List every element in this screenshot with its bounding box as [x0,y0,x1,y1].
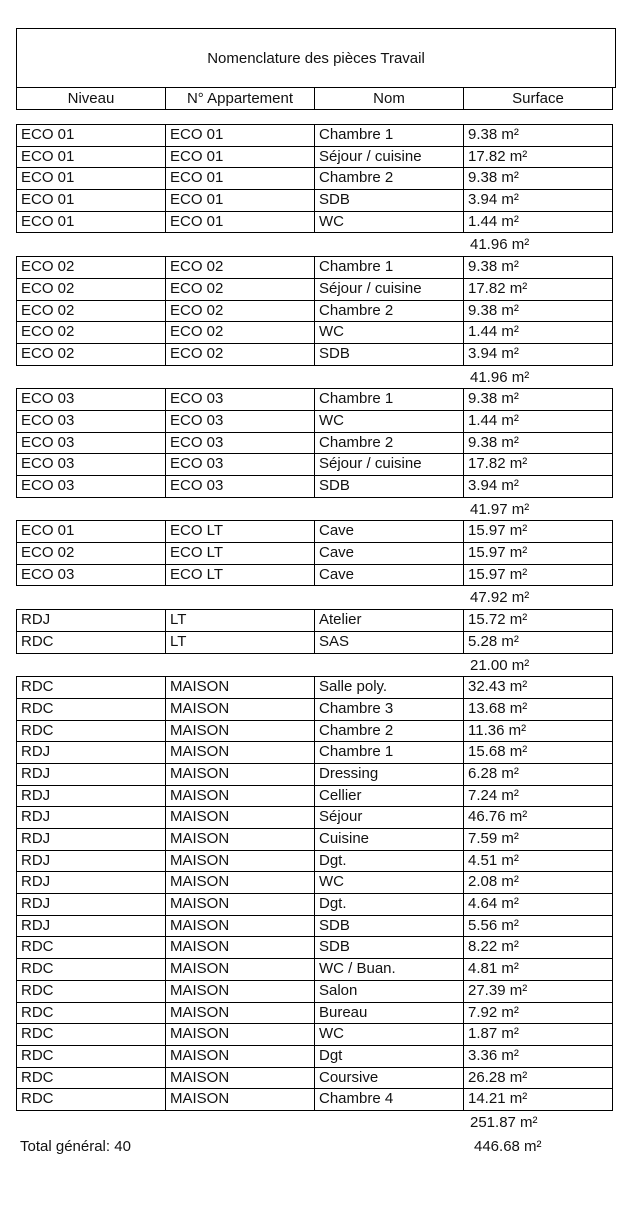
header-niveau: Niveau [16,87,166,110]
cell-appartement: ECO 03 [165,388,315,411]
table-row [16,343,616,366]
cell-niveau: ECO 01 [16,167,166,190]
grand-total-label: Total général: 40 [20,1137,131,1155]
cell-appartement: ECO 01 [165,189,315,212]
table-row [16,520,616,543]
cell-niveau: ECO 01 [16,189,166,212]
cell-niveau: ECO 02 [16,300,166,323]
cell-appartement: LT [165,609,315,632]
cell-appartement: MAISON [165,828,315,851]
cell-appartement: MAISON [165,958,315,981]
room-group [16,609,616,676]
cell-nom: Chambre 2 [314,720,464,743]
cell-niveau: RDC [16,720,166,743]
room-group [16,388,616,520]
cell-niveau: RDC [16,936,166,959]
cell-niveau: RDC [16,631,166,654]
cell-nom: Cave [314,564,464,587]
table-row [16,211,616,234]
cell-surface: 11.36 m² [463,720,613,743]
cell-nom: WC [314,871,464,894]
cell-surface: 26.28 m² [463,1067,613,1090]
cell-niveau: ECO 02 [16,542,166,565]
cell-nom: WC [314,211,464,234]
subtotal-value: 47.92 m² [470,589,530,607]
cell-niveau: RDC [16,1023,166,1046]
cell-niveau: ECO 01 [16,520,166,543]
table-row [16,871,616,894]
cell-appartement: ECO 03 [165,410,315,433]
table-row [16,189,616,212]
cell-niveau: ECO 03 [16,388,166,411]
table-row [16,542,616,565]
cell-appartement: ECO 02 [165,343,315,366]
table-row [16,958,616,981]
cell-nom: Dgt [314,1045,464,1068]
subtotal-spacer [16,498,466,521]
cell-nom: Atelier [314,609,464,632]
cell-niveau: ECO 03 [16,432,166,455]
cell-niveau: RDC [16,1045,166,1068]
cell-appartement: MAISON [165,1002,315,1025]
cell-appartement: MAISON [165,698,315,721]
cell-niveau: RDJ [16,828,166,851]
cell-appartement: ECO 03 [165,475,315,498]
cell-surface: 5.28 m² [463,631,613,654]
subtotal-row [16,498,616,521]
table-row [16,741,616,764]
cell-niveau: RDJ [16,785,166,808]
cell-nom: SDB [314,915,464,938]
cell-appartement: ECO 01 [165,124,315,147]
cell-nom: Coursive [314,1067,464,1090]
cell-appartement: ECO 02 [165,278,315,301]
table-row [16,278,616,301]
cell-surface: 8.22 m² [463,936,613,959]
cell-appartement: MAISON [165,763,315,786]
cell-appartement: MAISON [165,850,315,873]
cell-surface: 3.94 m² [463,343,613,366]
header-nom: Nom [314,87,464,110]
table-row [16,475,616,498]
cell-nom: Cave [314,542,464,565]
cell-surface: 3.94 m² [463,475,613,498]
cell-surface: 13.68 m² [463,698,613,721]
cell-nom: Dressing [314,763,464,786]
cell-nom: Salon [314,980,464,1003]
table-row [16,453,616,476]
cell-surface: 4.51 m² [463,850,613,873]
cell-nom: SDB [314,475,464,498]
cell-nom: WC [314,1023,464,1046]
subtotal-row [16,366,616,389]
cell-appartement: MAISON [165,676,315,699]
table-body [16,124,616,1134]
cell-nom: Chambre 4 [314,1088,464,1111]
subtotal-value: 21.00 m² [470,656,530,674]
cell-surface: 15.97 m² [463,520,613,543]
subtotal-value: 251.87 m² [470,1113,538,1131]
cell-niveau: ECO 01 [16,124,166,147]
cell-surface: 6.28 m² [463,763,613,786]
cell-nom: Chambre 1 [314,388,464,411]
cell-surface: 4.81 m² [463,958,613,981]
room-group [16,124,616,256]
cell-appartement: MAISON [165,915,315,938]
table-row [16,609,616,632]
cell-niveau: ECO 03 [16,475,166,498]
cell-appartement: ECO 03 [165,453,315,476]
cell-nom: SAS [314,631,464,654]
cell-surface: 7.24 m² [463,785,613,808]
cell-niveau: RDJ [16,850,166,873]
cell-nom: WC / Buan. [314,958,464,981]
cell-nom: SDB [314,189,464,212]
cell-appartement: MAISON [165,785,315,808]
header-surface: Surface [463,87,613,110]
cell-appartement: ECO 02 [165,300,315,323]
cell-nom: Salle poly. [314,676,464,699]
subtotal-spacer [16,1111,466,1134]
subtotal-spacer [16,366,466,389]
cell-surface: 1.44 m² [463,211,613,234]
table-row [16,124,616,147]
cell-appartement: ECO 01 [165,211,315,234]
table-row [16,698,616,721]
cell-surface: 3.36 m² [463,1045,613,1068]
cell-appartement: MAISON [165,1067,315,1090]
cell-appartement: ECO 02 [165,321,315,344]
cell-niveau: RDC [16,1067,166,1090]
table-row [16,1002,616,1025]
cell-niveau: RDJ [16,741,166,764]
cell-surface: 14.21 m² [463,1088,613,1111]
table-row [16,1067,616,1090]
table-row [16,146,616,169]
cell-surface: 4.64 m² [463,893,613,916]
subtotal-row [16,586,616,609]
cell-appartement: ECO LT [165,542,315,565]
table-row [16,1045,616,1068]
cell-niveau: ECO 03 [16,564,166,587]
grand-total-row [16,1136,616,1158]
table-row [16,1023,616,1046]
table-row [16,564,616,587]
table-row [16,785,616,808]
cell-nom: Chambre 1 [314,741,464,764]
cell-nom: Chambre 2 [314,167,464,190]
cell-surface: 15.97 m² [463,542,613,565]
cell-niveau: ECO 01 [16,211,166,234]
cell-surface: 15.68 m² [463,741,613,764]
table-row [16,631,616,654]
subtotal-spacer [16,233,466,256]
cell-appartement: MAISON [165,806,315,829]
cell-niveau: ECO 02 [16,256,166,279]
cell-nom: Séjour / cuisine [314,278,464,301]
cell-niveau: ECO 02 [16,278,166,301]
cell-surface: 9.38 m² [463,256,613,279]
cell-niveau: RDC [16,1002,166,1025]
room-group [16,676,616,1133]
cell-appartement: MAISON [165,893,315,916]
cell-nom: Cellier [314,785,464,808]
cell-niveau: RDJ [16,915,166,938]
cell-appartement: MAISON [165,1088,315,1111]
cell-appartement: ECO LT [165,564,315,587]
cell-surface: 15.72 m² [463,609,613,632]
header-appartement: N° Appartement [165,87,315,110]
subtotal-value: 41.96 m² [470,368,530,386]
cell-nom: Cuisine [314,828,464,851]
cell-niveau: ECO 02 [16,343,166,366]
cell-niveau: RDC [16,1088,166,1111]
cell-surface: 5.56 m² [463,915,613,938]
cell-appartement: ECO 03 [165,432,315,455]
cell-surface: 17.82 m² [463,278,613,301]
table-title: Nomenclature des pièces Travail [16,28,616,88]
cell-surface: 15.97 m² [463,564,613,587]
table-row [16,432,616,455]
cell-niveau: ECO 03 [16,410,166,433]
cell-nom: Bureau [314,1002,464,1025]
cell-surface: 17.82 m² [463,453,613,476]
table-row [16,167,616,190]
cell-surface: 7.92 m² [463,1002,613,1025]
cell-niveau: RDJ [16,893,166,916]
cell-surface: 27.39 m² [463,980,613,1003]
cell-surface: 9.38 m² [463,124,613,147]
cell-nom: Chambre 2 [314,432,464,455]
schedule-table [16,28,616,1158]
cell-surface: 1.87 m² [463,1023,613,1046]
cell-niveau: RDC [16,676,166,699]
cell-nom: Cave [314,520,464,543]
cell-surface: 9.38 m² [463,432,613,455]
table-row [16,980,616,1003]
table-row [16,1088,616,1111]
cell-nom: WC [314,410,464,433]
cell-niveau: ECO 03 [16,453,166,476]
table-row [16,321,616,344]
table-row [16,300,616,323]
cell-nom: Chambre 2 [314,300,464,323]
room-group [16,256,616,388]
cell-nom: SDB [314,936,464,959]
cell-appartement: MAISON [165,871,315,894]
table-row [16,915,616,938]
cell-surface: 17.82 m² [463,146,613,169]
cell-niveau: RDC [16,698,166,721]
cell-appartement: LT [165,631,315,654]
grand-total-value: 446.68 m² [474,1137,542,1155]
cell-appartement: ECO 02 [165,256,315,279]
cell-surface: 1.44 m² [463,321,613,344]
cell-surface: 46.76 m² [463,806,613,829]
table-row [16,850,616,873]
cell-niveau: RDJ [16,806,166,829]
cell-niveau: RDJ [16,763,166,786]
cell-niveau: RDC [16,980,166,1003]
subtotal-row [16,654,616,677]
subtotal-value: 41.96 m² [470,236,530,254]
cell-surface: 9.38 m² [463,167,613,190]
table-row [16,828,616,851]
header-row [16,87,616,110]
cell-surface: 9.38 m² [463,388,613,411]
table-row [16,763,616,786]
cell-appartement: MAISON [165,1045,315,1068]
table-row [16,893,616,916]
cell-appartement: ECO 01 [165,146,315,169]
subtotal-value: 41.97 m² [470,500,530,518]
table-row [16,806,616,829]
cell-nom: Séjour [314,806,464,829]
table-row [16,388,616,411]
cell-surface: 9.38 m² [463,300,613,323]
cell-surface: 3.94 m² [463,189,613,212]
cell-niveau: ECO 02 [16,321,166,344]
subtotal-spacer [16,654,466,677]
cell-appartement: MAISON [165,980,315,1003]
cell-nom: Chambre 1 [314,256,464,279]
table-row [16,936,616,959]
cell-surface: 32.43 m² [463,676,613,699]
cell-appartement: ECO 01 [165,167,315,190]
cell-nom: Séjour / cuisine [314,453,464,476]
cell-nom: Dgt. [314,893,464,916]
cell-niveau: ECO 01 [16,146,166,169]
cell-appartement: ECO LT [165,520,315,543]
table-row [16,410,616,433]
cell-appartement: MAISON [165,1023,315,1046]
cell-niveau: RDC [16,958,166,981]
cell-nom: SDB [314,343,464,366]
cell-niveau: RDJ [16,871,166,894]
cell-nom: Chambre 3 [314,698,464,721]
table-row [16,256,616,279]
subtotal-spacer [16,586,466,609]
cell-nom: WC [314,321,464,344]
cell-nom: Dgt. [314,850,464,873]
cell-surface: 7.59 m² [463,828,613,851]
cell-nom: Chambre 1 [314,124,464,147]
subtotal-row [16,233,616,256]
subtotal-row [16,1111,616,1134]
cell-nom: Séjour / cuisine [314,146,464,169]
cell-niveau: RDJ [16,609,166,632]
cell-appartement: MAISON [165,936,315,959]
cell-surface: 1.44 m² [463,410,613,433]
table-row [16,676,616,699]
cell-surface: 2.08 m² [463,871,613,894]
table-row [16,720,616,743]
cell-appartement: MAISON [165,741,315,764]
room-group [16,520,616,609]
cell-appartement: MAISON [165,720,315,743]
